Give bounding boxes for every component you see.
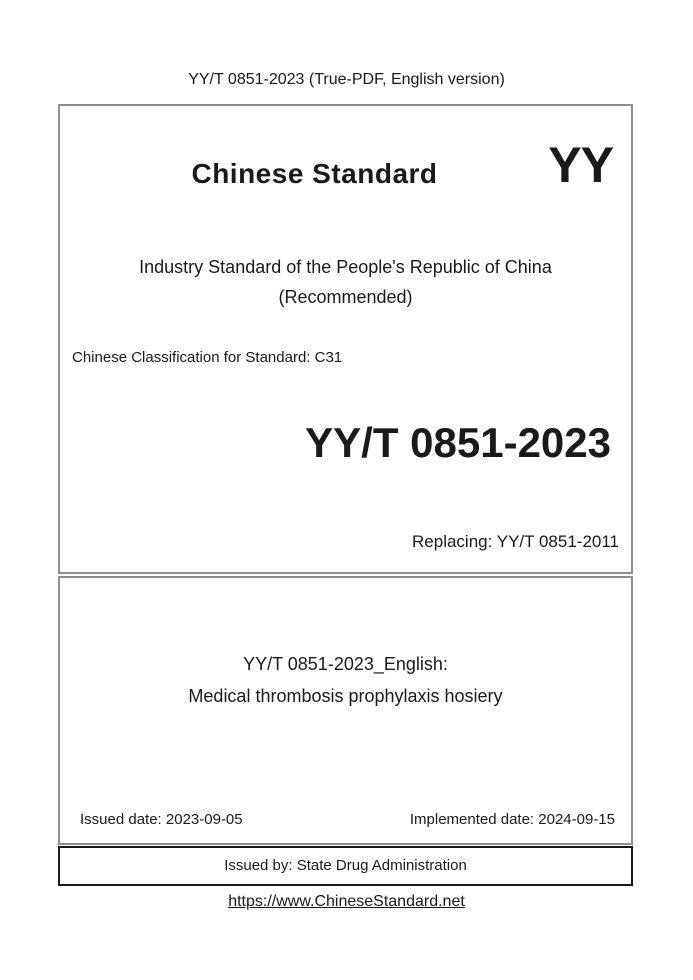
issued-by-line: Issued by: State Drug Administration xyxy=(224,857,467,874)
header-note: YY/T 0851-2023 (True-PDF, English version) xyxy=(188,71,505,88)
standard-prefix-logo: YY xyxy=(548,137,613,193)
issuer-box xyxy=(58,846,633,886)
org-line: Industry Standard of the People's Republic of China xyxy=(139,257,552,277)
classification-line: Chinese Classification for Standard: C31 xyxy=(72,349,343,366)
footer-link[interactable]: https://www.ChineseStandard.net xyxy=(228,893,465,910)
replacing-line: Replacing: YY/T 0851-2011 xyxy=(412,532,619,551)
standard-number: YY/T 0851-2023 xyxy=(305,419,611,466)
cover-title: Chinese Standard xyxy=(191,158,438,189)
dates-row xyxy=(60,811,631,828)
implemented-date: Implemented date: 2024-09-15 xyxy=(409,811,615,828)
detail-box xyxy=(58,576,633,845)
recommended-line: (Recommended) xyxy=(278,287,413,307)
footer xyxy=(0,893,693,911)
english-title-line1: YY/T 0851-2023_English: xyxy=(243,654,448,674)
cover-box xyxy=(58,104,633,574)
issued-date: Issued date: 2023-09-05 xyxy=(80,811,243,828)
english-title-line2: Medical thrombosis prophylaxis hosiery xyxy=(188,686,503,706)
